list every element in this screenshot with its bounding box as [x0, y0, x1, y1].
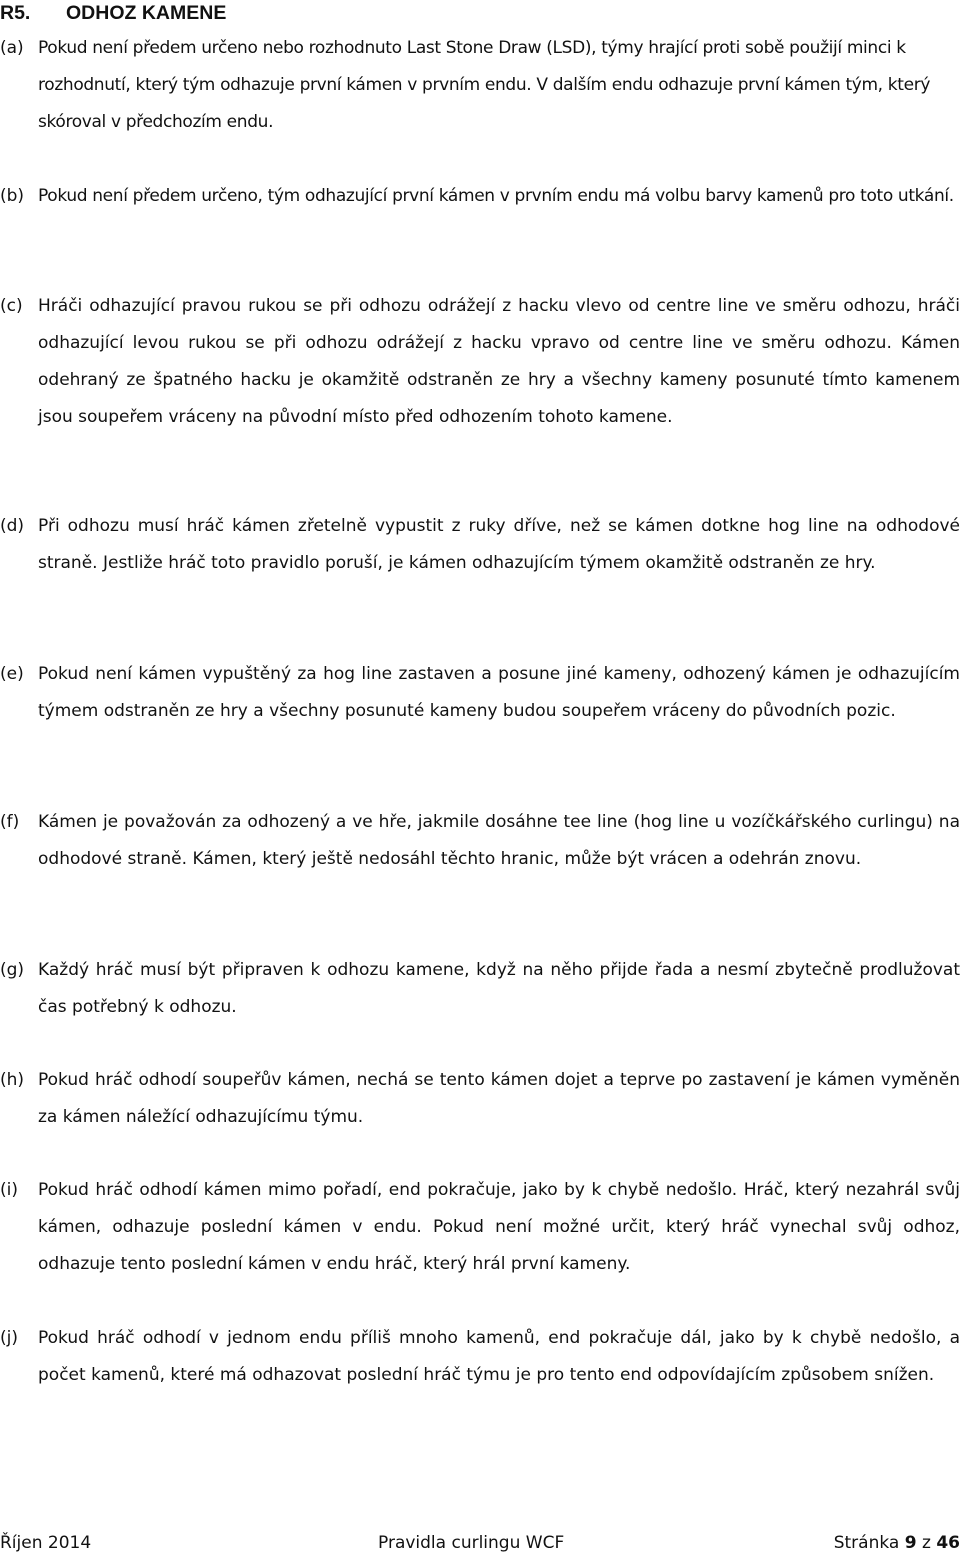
- rule-text: Pokud hráč odhodí kámen mimo pořadí, end pokračuje, jako by k chybě nedošlo. Hráč, který nezahrál svůj kámen, odhazuje poslední kámen v endu. Pokud není možné určit, který hráč vynechal svůj odhoz, odhazuje tento poslední kámen v endu hráč, který hrál první kameny.: [38, 1180, 960, 1274]
- rule-text: Pokud hráč odhodí v jednom endu příliš mnoho kamenů, end pokračuje dál, jako by k chybě nedošlo, a počet kamenů, které má odhazovat poslední hráč týmu je pro tento end odpovídajícím způsobem snížen.: [38, 1328, 960, 1385]
- section-number: R5.: [0, 2, 31, 24]
- page-current: 9: [904, 1533, 917, 1553]
- section-title: ODHOZ KAMENE: [66, 2, 227, 24]
- rule-label: (j): [0, 1328, 18, 1348]
- rule-text: Pokud není kámen vypuštěný za hog line zastaven a posune jiné kameny, odhozený kámen je odhazujícím týmem odstraněn ze hry a všechny posunuté kameny budou soupeřem vráceny do původních pozic.: [38, 664, 960, 721]
- rule-text: Při odhozu musí hráč kámen zřetelně vypustit z ruky dříve, než se kámen dotkne hog line na odhodové straně. Jestliže hráč toto pravidlo poruší, je kámen odhazujícím týmem okamžitě odstraněn ze hry.: [38, 516, 960, 573]
- rule-item-j: [0, 1320, 960, 1394]
- page-number: [834, 1528, 960, 1558]
- rule-item-h: [0, 1062, 960, 1136]
- rule-label: (d): [0, 516, 25, 536]
- page-separator: z: [921, 1533, 931, 1553]
- rule-text: Pokud není předem určeno nebo rozhodnuto Last Stone Draw (LSD), týmy hrající proti sobě použijí minci k rozhodnutí, který tým odhazuje první kámen v prvním endu. V dalším endu odhazuje první kámen tým, který skóroval v předchozím endu.: [38, 38, 931, 132]
- rule-label: (f): [0, 812, 20, 832]
- rule-label: (g): [0, 960, 25, 980]
- rule-text: Každý hráč musí být připraven k odhozu kamene, když na něho přijde řada a nesmí zbytečně prodlužovat čas potřebný k odhozu.: [38, 960, 960, 1017]
- rule-text: Hráči odhazující pravou rukou se při odhozu odrážejí z hacku vlevo od centre line ve směru odhozu, hráči odhazující levou rukou se při odhozu odrážejí z hacku vpravo od centre line ve směru odhozu. Kámen odehraný ze špatného hacku je okamžitě odstraněn ze hry a všechny kameny posunuté tímto kamenem jsou soupeřem vráceny na původní místo před odhozením tohoto kamene.: [38, 296, 960, 427]
- rule-label: (c): [0, 296, 23, 316]
- rule-item-b: [0, 178, 960, 215]
- rule-label: (i): [0, 1180, 18, 1200]
- rule-label: (h): [0, 1070, 25, 1090]
- rule-text: Pokud není předem určeno, tým odhazující první kámen v prvním endu má volbu barvy kamenů pro toto utkání.: [38, 186, 954, 206]
- section-heading: [0, 0, 226, 26]
- rule-label: (e): [0, 664, 24, 684]
- rule-label: (b): [0, 186, 25, 206]
- rule-item-a: [0, 30, 960, 141]
- rule-item-f: [0, 804, 960, 878]
- page-word: Stránka: [833, 1533, 900, 1553]
- rule-item-i: [0, 1172, 960, 1283]
- rule-item-e: [0, 656, 960, 730]
- rule-item-d: [0, 508, 960, 582]
- page-footer: [0, 1528, 960, 1558]
- rule-label: (a): [0, 38, 24, 58]
- rule-item-c: [0, 288, 960, 436]
- footer-date: Říjen 2014: [0, 1533, 92, 1553]
- page-total: 46: [936, 1533, 960, 1553]
- footer-title: Pravidla curlingu WCF: [378, 1533, 565, 1553]
- rule-text: Kámen je považován za odhozený a ve hře, jakmile dosáhne tee line (hog line u vozíčkářského curlingu) na odhodové straně. Kámen, který ještě nedosáhl těchto hranic, může být vrácen a odehrán znovu.: [38, 812, 960, 869]
- rule-item-g: [0, 952, 960, 1026]
- rule-text: Pokud hráč odhodí soupeřův kámen, nechá se tento kámen dojet a teprve po zastavení je kámen vyměněn za kámen náležící odhazujícímu týmu.: [38, 1070, 960, 1127]
